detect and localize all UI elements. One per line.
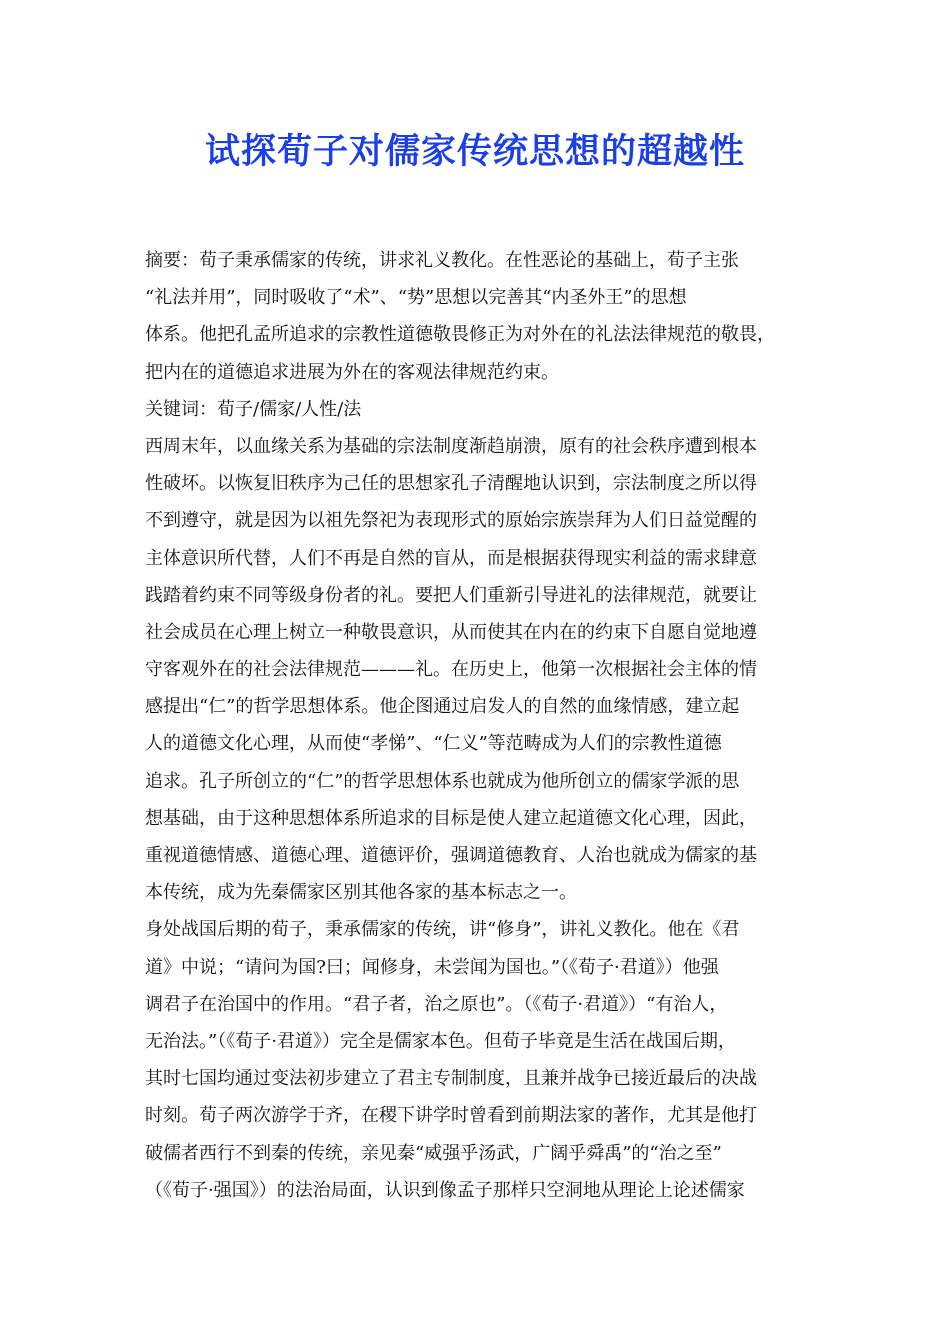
text-line: 其时七国均通过变法初步建立了君主专制制度，且兼并战争已接近最后的决战 — [145, 1068, 757, 1090]
text-line: 无治法。”（《荀子·君道》）完全是儒家本色。但荀子毕竟是生活在战国后期， — [145, 1030, 736, 1052]
text-line: 破儒者西行不到秦的传统，亲见秦“威强乎汤武，广阔乎舜禹”的“治之至” — [145, 1142, 722, 1164]
text-line: 把内在的道德追求进展为外在的客观法律规范约束。 — [145, 361, 559, 383]
text-line: 西周末年，以血缘关系为基础的宗法制度渐趋崩溃，原有的社会秩序遭到根本 — [145, 435, 757, 457]
text-line: 感提出“仁”的哲学思想体系。他企图通过启发人的自然的血缘情感，建立起 — [145, 696, 740, 718]
text-line: 性破坏。以恢复旧秩序为己任的思想家孔子清醒地认识到，宗法制度之所以得 — [145, 473, 757, 495]
document-title: 试探荀子对儒家传统思想的超越性 — [204, 132, 745, 172]
text-line: 调君子在治国中的作用。“君子者，治之原也”。（《荀子·君道》）“有治人， — [145, 993, 728, 1015]
text-line: “礼法并用”，同时吸收了“术”、“势”思想以完善其“内圣外王”的思想 — [145, 287, 687, 309]
text-line: 践踏着约束不同等级身份者的礼。要把人们重新引导进礼的法律规范，就要让 — [145, 584, 757, 606]
document-body — [145, 242, 813, 1209]
text-line: 身处战国后期的荀子，秉承儒家的传统，讲“修身”，讲礼义教化。他在《君 — [145, 919, 740, 941]
text-line: 主体意识所代替，人们不再是自然的盲从，而是根据获得现实利益的需求肆意 — [145, 547, 757, 569]
text-line: 想基础，由于这种思想体系所追求的目标是使人建立起道德文化心理，因此， — [145, 807, 757, 829]
text-line: 本传统，成为先秦儒家区别其他各家的基本标志之一。 — [145, 882, 577, 904]
text-line: 社会成员在心理上树立一种敬畏意识，从而使其在内在的约束下自愿自觉地遵 — [145, 621, 757, 643]
text-line: 追求。孔子所创立的“仁”的哲学思想体系也就成为他所创立的儒家学派的思 — [145, 770, 740, 792]
text-line: 守客观外在的社会法律规范———礼。在历史上，他第一次根据社会主体的情 — [145, 659, 757, 681]
text-line: 人的道德文化心理，从而使“孝悌”、“仁义”等范畴成为人们的宗教性道德 — [145, 733, 722, 755]
text-line: 不到遵守，就是因为以祖先祭祀为表现形式的原始宗族崇拜为人们日益觉醒的 — [145, 510, 757, 532]
text-line: 重视道德情感、道德心理、道德评价，强调道德教育、人治也就成为儒家的基 — [145, 845, 757, 866]
text-line: 关键词：荀子/儒家/人性/法 — [145, 398, 362, 420]
text-line: （《荀子·强国》）的法治局面，认识到像孟子那样只空洞地从理论上论述儒家 — [145, 1179, 745, 1201]
text-line: 道》中说；“请问为国?曰；闻修身，未尝闻为国也。”（《荀子·君道》）他强 — [145, 956, 719, 978]
text-line: 摘要：荀子秉承儒家的传统，讲求礼义教化。在性恶论的基础上，荀子主张 — [145, 250, 739, 271]
text-line: 体系。他把孔孟所追求的宗教性道德敬畏修正为对外在的礼法法律规范的敬畏， — [145, 324, 775, 346]
text-line: 时刻。荀子两次游学于齐，在稷下讲学时曾看到前期法家的著作，尤其是他打 — [145, 1105, 757, 1127]
